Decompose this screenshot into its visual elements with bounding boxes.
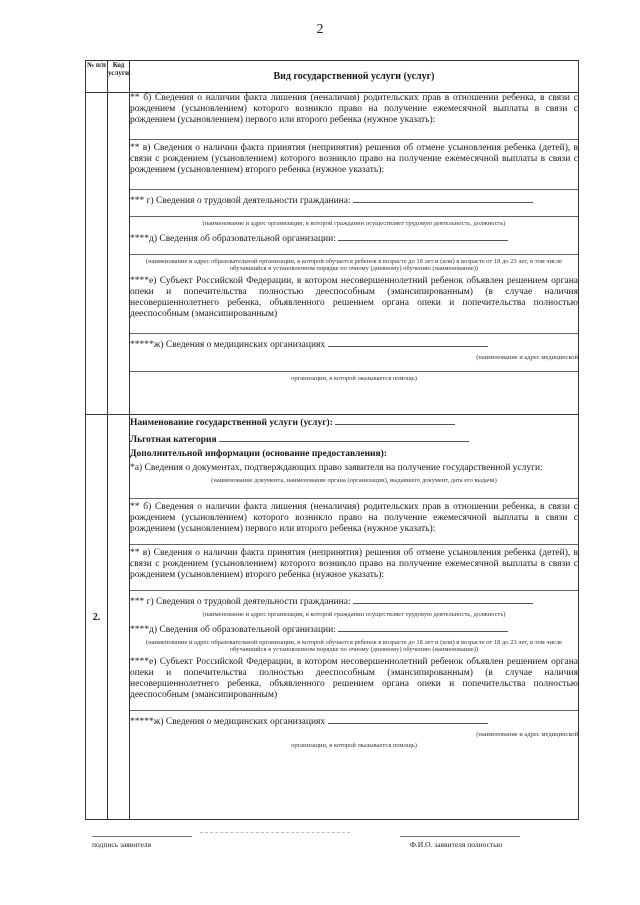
- item-g-field[interactable]: [353, 594, 533, 604]
- item-d-text: ****д) Сведения об образовательной организации:: [130, 622, 578, 636]
- item-v-text: ** в) Сведения о наличии факта принятия (непринятия) решения об отмене усыновления ребенка (детей), в связи с рождением (усыновлением) которого возникло право на получение ежемесячной выплаты в связи с рождением (усыновлением) второго ребенка (нужное указать):: [130, 548, 578, 580]
- item-a-caption: (наименование документа, наименование органа (организации), выдавшего документ, дата его выдачи): [211, 477, 497, 484]
- item-v-field[interactable]: [130, 584, 578, 591]
- item-zh-caption-2: организации, в которой оказывается помощь): [291, 375, 417, 382]
- benefit-category-label: Льготная категория: [130, 432, 578, 446]
- item-d-field[interactable]: [338, 622, 508, 632]
- item-g-caption: (наименование и адрес организации, в которой гражданин осуществляет трудовую деятельность, должность): [202, 220, 506, 227]
- item-b-field[interactable]: [130, 538, 578, 545]
- page-number: 2: [316, 22, 324, 37]
- row-code-cell: [108, 93, 130, 415]
- item-b-text: ** б) Сведения о наличии факта лишения (неналичия) родительских прав в отношении ребенка, в связи с рождением (усыновлением) которого возникло право на получение ежемесячной выплаты в связи с рождением (усыновлением) первого или второго ребенка (нужное указать):: [130, 502, 578, 534]
- item-g-text: *** г) Сведения о трудовой деятельности гражданина:: [130, 594, 578, 608]
- column-header-number: № п/п: [86, 61, 108, 93]
- item-zh-caption-1: (наименование и адрес медицинской: [476, 354, 578, 361]
- item-a-field[interactable]: [130, 488, 578, 499]
- name-label: Ф.И.О. заявителя полностью: [410, 840, 503, 849]
- item-e-field[interactable]: [130, 704, 578, 711]
- item-zh-field[interactable]: [328, 337, 488, 347]
- item-a-text: *а) Сведения о документах, подтверждающих право заявителя на получение государственной услуги:: [130, 463, 543, 473]
- item-v-field[interactable]: [130, 179, 578, 190]
- item-v-text: ** в) Сведения о наличии факта принятия (непринятия) решения об отмене усыновления ребенка (детей), в связи с рождением (усыновлением) которого возникло право на получение ежемесячной выплаты в связи с рождением (усыновлением) второго ребенка (нужное указать):: [130, 143, 578, 175]
- item-d-caption: (наименование и адрес образовательной организации, в которой обучается ребенок в возрасте до 18 лет и (или) в возрасте от 18 до 23 лет, в том числе обучавшийся в установленном порядке по очному (дневному) обучению (наименование)): [145, 258, 563, 272]
- service-name-field[interactable]: [335, 415, 455, 425]
- column-header-code: Код услуги: [108, 61, 130, 93]
- item-d-field[interactable]: [338, 231, 508, 241]
- services-table: [85, 60, 579, 820]
- item-g-field[interactable]: [353, 193, 533, 203]
- item-zh-caption-1: (наименование и адрес медицинской: [476, 731, 578, 738]
- service-details-cell: [130, 93, 579, 415]
- service-details-cell: [130, 415, 579, 820]
- item-zh-caption-2: организации, в которой оказывается помощь): [291, 742, 417, 749]
- row-code-cell: [108, 415, 130, 820]
- item-d-caption: (наименование и адрес образовательной организации, в которой обучается ребенок в возрасте до 18 лет и (или) в возрасте от 18 до 23 лет, в том числе обучавшийся в установленном порядке по очному (дневному) обучению (наименование)): [145, 639, 563, 653]
- item-g-caption: (наименование и адрес организации, в которой гражданин осуществляет трудовую деятельность, должность): [202, 611, 506, 618]
- name-line[interactable]: [400, 836, 520, 837]
- service-name-label: Наименование государственной услуги (услуг):: [130, 415, 578, 429]
- item-e-text: ****е) Субъект Российской Федерации, в котором несовершеннолетний ребенок объявлен решением органа опеки и попечительства полностью дееспособным (эмансипированным) (в случае наличия несовершеннолетнего ребенка, объявленного решением органа опеки и попечительства полностью дееспособным (эмансипированным): [130, 657, 578, 700]
- column-header-service: Вид государственной услуги (услуг): [130, 61, 579, 93]
- item-zh-text: *****ж) Сведения о медицинских организациях: [130, 714, 578, 728]
- item-e-field[interactable]: [130, 323, 578, 334]
- item-b-field[interactable]: [130, 129, 578, 140]
- separator-line: [200, 832, 350, 833]
- table-header-row: [86, 61, 579, 93]
- item-zh-text: *****ж) Сведения о медицинских организациях: [130, 337, 578, 351]
- additional-info-label: Дополнительной информации (основание предоставления):: [130, 449, 387, 459]
- row-number-cell: 2.: [86, 415, 108, 820]
- table-row: [86, 93, 579, 415]
- item-d-text: ****д) Сведения об образовательной организации:: [130, 231, 578, 245]
- item-b-text: ** б) Сведения о наличии факта лишения (неналичия) родительских прав в отношении ребенка, в связи с рождением (усыновлением) которого возникло право на получение ежемесячной выплаты в связи с рождением (усыновлением) первого или второго ребенка (нужное указать):: [130, 93, 578, 125]
- item-e-text: ****е) Субъект Российской Федерации, в котором несовершеннолетний ребенок объявлен решением органа опеки и попечительства полностью дееспособным (эмансипированным) (в случае наличия несовершеннолетнего ребенка, объявленного решением органа опеки и попечительства полностью дееспособным (эмансипированным): [130, 276, 578, 319]
- item-g-text: *** г) Сведения о трудовой деятельности гражданина:: [130, 193, 578, 207]
- row-number-cell: [86, 93, 108, 415]
- signature-label: подпись заявителя: [92, 840, 152, 849]
- item-zh-field[interactable]: [328, 714, 488, 724]
- signature-line[interactable]: [92, 836, 192, 837]
- benefit-category-field[interactable]: [219, 432, 469, 442]
- table-row: [86, 415, 579, 820]
